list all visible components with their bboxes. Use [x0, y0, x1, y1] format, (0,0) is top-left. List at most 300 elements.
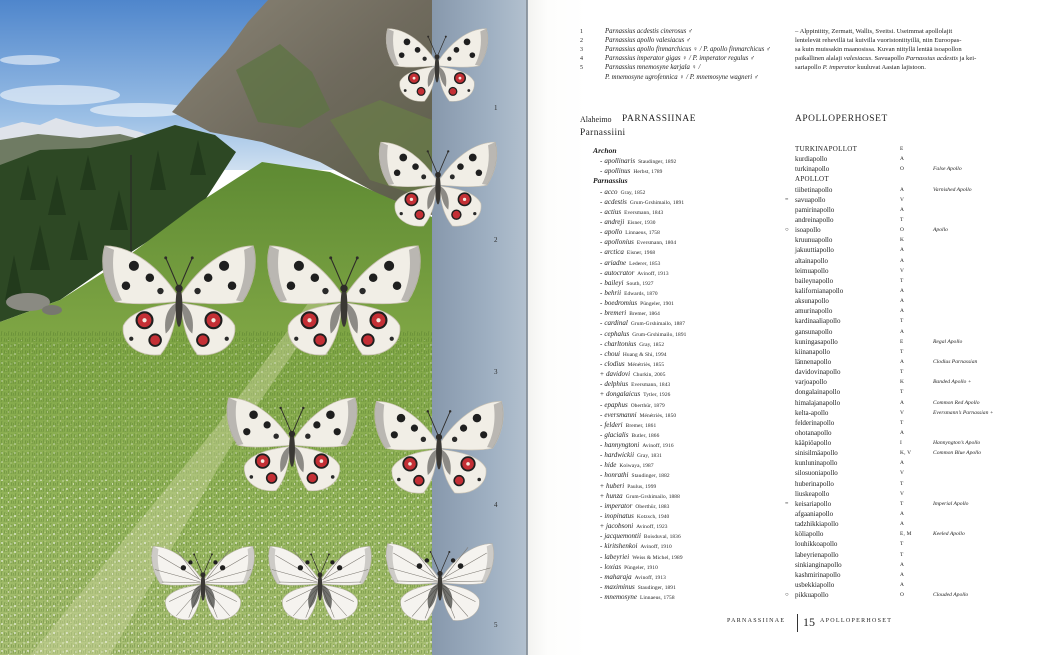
finnish-name: keisariapollo — [795, 500, 832, 508]
species-author: Eisner, 1968 — [626, 250, 656, 256]
description-segment: sariapollo — [795, 64, 823, 71]
list-prefix: - — [600, 330, 603, 338]
genus-name: Archon — [593, 146, 617, 155]
species-name: charltonius — [604, 340, 637, 348]
plate-marker: = — [785, 197, 789, 203]
species-row — [580, 337, 1050, 347]
list-prefix: - — [600, 208, 603, 216]
species-row — [580, 418, 1050, 428]
list-prefix: - — [600, 471, 603, 479]
finnish-name: savuapollo — [795, 196, 826, 204]
species-author: Eisner, 1930 — [627, 220, 656, 226]
scientific-name-cell — [600, 590, 675, 603]
description-line — [795, 64, 926, 71]
status-code: K — [900, 379, 905, 385]
finnish-name: kurdiapollo — [795, 155, 828, 163]
species-author: Grum-Grshimailo, 1888 — [625, 494, 680, 500]
species-name: apollonius — [604, 238, 634, 246]
list-prefix: - — [600, 512, 603, 520]
species-name: baileyi — [604, 279, 624, 287]
species-row — [580, 438, 1050, 448]
finnish-name: amurinapollo — [795, 307, 833, 315]
english-name: Banded Apollo + — [933, 379, 972, 385]
plate-marker: ○ — [785, 592, 789, 598]
english-name: Imperial Apollo — [933, 501, 969, 507]
species-row — [580, 276, 1050, 286]
status-code: O — [900, 592, 905, 598]
species-name: actius — [604, 208, 622, 216]
description-segment: . Savuapollo — [871, 55, 906, 62]
species-author: Avinoff, 1913 — [634, 575, 666, 581]
list-prefix: + — [600, 390, 604, 398]
caption-text: Parnassius acdestis cinerosus ♂ — [605, 28, 694, 35]
list-prefix: - — [600, 593, 603, 601]
species-name: behrii — [604, 289, 622, 297]
species-name: mnemosyne — [604, 593, 637, 601]
species-row — [580, 377, 1050, 387]
species-name: jacquemontii — [604, 532, 641, 540]
species-name: andreji — [604, 218, 625, 226]
species-row — [580, 428, 1050, 438]
list-prefix: - — [600, 573, 603, 581]
status-code: A — [900, 511, 905, 517]
species-row — [580, 590, 1050, 600]
status-code: T — [900, 481, 904, 487]
list-prefix: - — [600, 289, 603, 297]
species-name: glacialis — [604, 431, 629, 439]
right-page — [528, 0, 1057, 655]
species-name: apollinus — [604, 167, 631, 175]
description-segment: P. imperator — [822, 64, 856, 71]
caption-text: Parnassius apollo valesiacus ♂ — [605, 37, 692, 44]
list-prefix: - — [600, 532, 603, 540]
description-segment: valesiacus — [843, 55, 872, 62]
finnish-name: louhikkoapollo — [795, 540, 838, 548]
species-row — [580, 580, 1050, 590]
description-segment: paikallinen alalaji — [795, 55, 844, 62]
status-code: T — [900, 501, 904, 507]
species-row — [580, 357, 1050, 367]
status-code: I — [900, 440, 902, 446]
species-name: felderi — [604, 421, 623, 429]
species-author: Püngeler, 1910 — [624, 565, 658, 571]
species-author: Gray, 1852 — [639, 342, 665, 348]
finnish-name: usbekkiapollo — [795, 581, 835, 589]
caption-number: 3 — [580, 47, 583, 53]
species-row — [580, 458, 1050, 468]
status-code: E — [900, 146, 904, 152]
finnish-name: kiinanapollo — [795, 348, 830, 356]
species-author: Herbst, 1789 — [633, 169, 663, 175]
species-author: Oberthür, 1879 — [630, 403, 665, 409]
species-row — [580, 550, 1050, 560]
finnish-name: kardinaaliapollo — [795, 317, 841, 325]
footer-rule — [797, 614, 798, 632]
species-name: delphius — [604, 380, 629, 388]
species-row — [580, 509, 1050, 519]
finnish-name: lännenapollo — [795, 358, 832, 366]
species-author: Boisduval, 1836 — [643, 534, 681, 540]
plate-number-4: 4 — [494, 501, 498, 509]
species-row — [580, 398, 1050, 408]
english-name: Clodius Parnassian — [933, 359, 978, 365]
species-name: clodius — [604, 360, 625, 368]
status-code: A — [900, 400, 905, 406]
species-name: hunza — [605, 492, 623, 500]
list-prefix: - — [600, 431, 603, 439]
caption-number: 4 — [580, 56, 583, 62]
list-prefix: + — [600, 492, 604, 500]
status-code: T — [900, 278, 904, 284]
status-code: V — [900, 268, 905, 274]
plate-number-2: 2 — [494, 236, 498, 244]
list-prefix: - — [600, 198, 603, 206]
species-author: Avinoff, 1923 — [636, 524, 668, 530]
species-row — [580, 529, 1050, 539]
list-prefix: - — [600, 451, 603, 459]
description-segment: kuuluvat Aasian lajistoon. — [855, 64, 926, 71]
status-code: O — [900, 227, 905, 233]
description-segment: Parnassius acdestis — [905, 55, 958, 62]
species-row — [580, 266, 1050, 276]
list-prefix: - — [600, 299, 603, 307]
status-code: E, M — [900, 531, 912, 537]
species-author: Grum-Grshimailo, 1891 — [629, 200, 685, 206]
english-name: Clouded Apollo — [933, 592, 969, 598]
species-row — [580, 154, 1050, 164]
finnish-name: kalifornianapollo — [795, 287, 844, 295]
status-code: V — [900, 491, 905, 497]
finnish-name: huberinapollo — [795, 480, 834, 488]
list-prefix: - — [600, 248, 603, 256]
status-code: A — [900, 258, 905, 264]
caption-text: Parnassius apollo finmarchicus ♀ / P. apollo finmarchicus ♂ — [605, 46, 772, 53]
finnish-name: baileynapollo — [795, 277, 834, 285]
description-line — [795, 28, 952, 35]
species-name: dongalaicus — [605, 390, 641, 398]
species-row — [580, 489, 1050, 499]
english-name: Apollo — [933, 227, 948, 233]
species-name: hardwickii — [604, 451, 635, 459]
species-author: Kotzsch, 1940 — [636, 514, 670, 520]
species-author: Grum-Grshimailo, 1887 — [630, 321, 686, 327]
species-row — [580, 408, 1050, 418]
status-code: A — [900, 207, 905, 213]
status-code: T — [900, 217, 904, 223]
species-row — [580, 479, 1050, 489]
status-code: T — [900, 541, 904, 547]
status-code: K, V — [900, 450, 912, 456]
list-prefix: - — [600, 502, 603, 510]
plate-number-1: 1 — [494, 104, 498, 112]
species-row — [580, 539, 1050, 549]
species-author: Butler, 1866 — [631, 433, 660, 439]
list-prefix: - — [600, 157, 603, 165]
species-author: South, 1927 — [626, 281, 654, 287]
finnish-name: kelta-apollo — [795, 409, 829, 417]
genus-row — [580, 174, 1050, 184]
finnish-name: APOLLOT — [795, 175, 829, 183]
species-author: Avinoff, 1910 — [640, 544, 672, 550]
caption-text: Parnassius mnemosyne karjala ♀ / — [605, 64, 701, 71]
finnish-name: tadzhikkiapollo — [795, 520, 839, 528]
species-author: Linnaeus, 1758 — [625, 230, 660, 236]
butterfly-plate — [0, 0, 528, 655]
species-author: Weiss & Michel, 1989 — [632, 555, 683, 561]
species-name: kiritshenkoi — [604, 542, 638, 550]
species-row — [580, 448, 1050, 458]
status-code: T — [900, 349, 904, 355]
caption-number: 5 — [580, 65, 583, 71]
species-name: eversmanni — [604, 411, 637, 419]
species-name: arctica — [604, 248, 624, 256]
finnish-name: davidovinapollo — [795, 368, 841, 376]
species-name: bremeri — [604, 309, 627, 317]
finnish-name: felderinapollo — [795, 419, 835, 427]
list-prefix: - — [600, 380, 603, 388]
species-row — [580, 347, 1050, 357]
status-code: A — [900, 430, 905, 436]
list-prefix: - — [600, 542, 603, 550]
list-prefix: - — [600, 309, 603, 317]
species-name: apollinaris — [604, 157, 636, 165]
status-code: K — [900, 237, 905, 243]
species-name: apollo — [604, 228, 623, 236]
header-subfamily: PARNASSIINAE — [622, 114, 697, 124]
plate-marker: ○ — [785, 227, 789, 233]
species-name: hide — [604, 461, 617, 469]
status-code: T — [900, 420, 904, 426]
description-segment: sa kuin muissakin maanosissa. Kuvan niityllä lentää isoapollon — [795, 46, 962, 53]
species-row — [580, 235, 1050, 245]
species-row — [580, 256, 1050, 266]
species-name: huberi — [605, 482, 625, 490]
species-row — [580, 195, 1050, 205]
species-author: Paulus, 1999 — [627, 484, 657, 490]
species-row — [580, 306, 1050, 316]
list-prefix: - — [600, 583, 603, 591]
list-prefix: - — [600, 411, 603, 419]
species-name: davidovi — [605, 370, 631, 378]
list-prefix: - — [600, 319, 603, 327]
english-name: Regal Apollo — [933, 339, 963, 345]
species-name: maximinus — [604, 583, 635, 591]
list-prefix: + — [600, 370, 604, 378]
status-code: O — [900, 166, 905, 172]
status-code: A — [900, 460, 905, 466]
footer-finnish-name: APOLLOPERHOSET — [820, 618, 893, 624]
finnish-name: pamirinapollo — [795, 206, 835, 214]
finnish-name: kunluninapollo — [795, 459, 838, 467]
plate-number-5: 5 — [494, 621, 498, 629]
finnish-name: sinkianginapollo — [795, 561, 842, 569]
list-prefix: - — [600, 360, 603, 368]
plate-number-3: 3 — [494, 368, 498, 376]
finnish-name: andreinapollo — [795, 216, 834, 224]
finnish-name: silosuoniapollo — [795, 469, 838, 477]
finnish-name: isoapollo — [795, 226, 821, 234]
finnish-name: altainapollo — [795, 257, 829, 265]
finnish-name: aksunapollo — [795, 297, 829, 305]
status-code: A — [900, 582, 905, 588]
english-name: Common Blue Apollo — [933, 450, 982, 456]
status-code: A — [900, 187, 905, 193]
species-author: Eversmann, 1804 — [636, 240, 677, 246]
species-name: choui — [604, 350, 620, 358]
species-author: Eversmann, 1843 — [624, 210, 664, 216]
species-author: Grum-Grshimailo, 1891 — [632, 332, 687, 338]
species-row — [580, 560, 1050, 570]
status-code: A — [900, 359, 905, 365]
finnish-name: TURKINAPOLLOT — [795, 145, 858, 153]
species-name: boedromius — [604, 299, 638, 307]
species-name: autocrator — [604, 269, 635, 277]
list-prefix: - — [600, 401, 603, 409]
species-name: jacobsoni — [605, 522, 634, 530]
species-list — [580, 144, 1050, 604]
species-author: Püngeler, 1901 — [640, 301, 674, 307]
species-row — [580, 468, 1050, 478]
species-author: Lederer, 1853 — [629, 261, 661, 267]
finnish-name: jakuuttiapollo — [795, 246, 834, 254]
finnish-name: kääpiöapollo — [795, 439, 832, 447]
finnish-name: kuningasapollo — [795, 338, 838, 346]
finnish-name: pikkuapollo — [795, 591, 829, 599]
species-author: Oberthür, 1883 — [635, 504, 670, 510]
species-row — [580, 245, 1050, 255]
english-name: Keeled Apollo — [933, 531, 965, 537]
header-finnish-name: APOLLOPERHOSET — [795, 114, 888, 124]
species-name: hannyngtoni — [604, 441, 640, 449]
list-prefix: - — [600, 553, 603, 561]
list-prefix: - — [600, 340, 603, 348]
species-row — [580, 286, 1050, 296]
description-line — [795, 37, 961, 44]
species-row — [580, 164, 1050, 174]
finnish-name: liuskeapollo — [795, 490, 830, 498]
description-segment: lentelevät rehevillä tai kuivilla vuoristoniityillä, niin Euroopas- — [795, 37, 962, 44]
list-prefix: + — [600, 482, 604, 490]
species-author: Bremer, 1861 — [625, 423, 657, 429]
caption-number: 2 — [580, 38, 583, 44]
species-author: Linnaeus, 1758 — [640, 595, 675, 601]
species-name: cephalus — [604, 330, 630, 338]
list-prefix: - — [600, 350, 603, 358]
english-name: Eversmann’s Parnassian + — [933, 410, 994, 416]
wildflowers — [0, 340, 432, 480]
footer-subfamily: PARNASSIINAE — [727, 618, 786, 624]
status-code: A — [900, 521, 905, 527]
species-row — [580, 519, 1050, 529]
status-code: T — [900, 389, 904, 395]
list-prefix: - — [600, 269, 603, 277]
species-name: acdestis — [604, 198, 627, 206]
caption-text: Parnassius imperator gigas ♀ / P. imperator regulus ♂ — [605, 55, 756, 62]
caption-text: P. mnemosyne ugrofennica ♀ / P. mnemosyne wagneri ♂ — [605, 74, 759, 81]
species-name: honrathi — [604, 471, 629, 479]
status-code: A — [900, 156, 905, 162]
species-row — [580, 570, 1050, 580]
description-line — [795, 55, 976, 62]
status-code: V — [900, 197, 905, 203]
status-code: A — [900, 288, 905, 294]
species-author: Huang & Shi, 1994 — [622, 352, 667, 358]
english-name: Hannyngton’s Apollo — [933, 440, 981, 446]
status-code: V — [900, 470, 905, 476]
english-name: Common Red Apollo — [933, 400, 980, 406]
species-name: acco — [604, 188, 618, 196]
header-tribe: Parnassiini — [580, 128, 626, 138]
finnish-name: dongalainapollo — [795, 388, 841, 396]
species-author: Ménétriès, 1850 — [639, 413, 677, 419]
list-prefix: - — [600, 421, 603, 429]
finnish-name: leimuapollo — [795, 267, 829, 275]
species-row — [580, 185, 1050, 195]
species-row — [580, 327, 1050, 337]
status-code: A — [900, 572, 905, 578]
plate-marker: = — [785, 501, 789, 507]
species-row — [580, 215, 1050, 225]
species-name: inopinatus — [604, 512, 634, 520]
list-prefix: - — [600, 563, 603, 571]
list-prefix: - — [600, 259, 603, 267]
species-author: Bremer, 1864 — [629, 311, 660, 317]
list-prefix: + — [600, 522, 604, 530]
caption-number: 1 — [580, 29, 583, 35]
finnish-name: labeyrienapollo — [795, 551, 839, 559]
species-name: ariadne — [604, 259, 627, 267]
description-line — [795, 46, 962, 53]
species-name: loxias — [604, 563, 622, 571]
page-number: 15 — [803, 615, 815, 629]
species-author: Staudinger, 1891 — [637, 585, 676, 591]
finnish-name: kashmirinapollo — [795, 571, 841, 579]
finnish-name: kruunuapollo — [795, 236, 833, 244]
status-code: T — [900, 369, 904, 375]
species-author: Staudinger, 1892 — [638, 159, 677, 165]
species-row — [580, 499, 1050, 509]
finnish-name: köliapollo — [795, 530, 824, 538]
species-author: Ménétriès, 1855 — [627, 362, 665, 368]
species-author: Tytler, 1926 — [643, 392, 671, 398]
species-row — [580, 367, 1050, 377]
species-author: Eversmann, 1843 — [631, 382, 671, 388]
list-prefix: - — [600, 238, 603, 246]
genus-row — [580, 144, 1050, 154]
list-prefix: - — [600, 218, 603, 226]
list-prefix: - — [600, 441, 603, 449]
species-author: Gray, 1831 — [637, 453, 662, 459]
status-code: A — [900, 247, 905, 253]
finnish-name: turkinapollo — [795, 165, 830, 173]
english-name: Varnished Apollo — [933, 187, 972, 193]
english-name: False Apollo — [933, 166, 962, 172]
finnish-name: himalajanapollo — [795, 399, 841, 407]
species-author: Staudinger, 1882 — [631, 473, 670, 479]
finnish-name: afgaaniapollo — [795, 510, 834, 518]
species-row — [580, 225, 1050, 235]
description-segment: ja kei- — [958, 55, 977, 62]
status-code: V — [900, 410, 905, 416]
species-name: labeyriei — [604, 553, 630, 561]
status-code: T — [900, 318, 904, 324]
status-code: A — [900, 329, 905, 335]
species-author: Edwards, 1870 — [624, 291, 658, 297]
species-name: epaphus — [604, 401, 628, 409]
list-prefix: - — [600, 167, 603, 175]
finnish-name: tiibetinapollo — [795, 186, 833, 194]
genus-name: Parnassius — [593, 176, 628, 185]
